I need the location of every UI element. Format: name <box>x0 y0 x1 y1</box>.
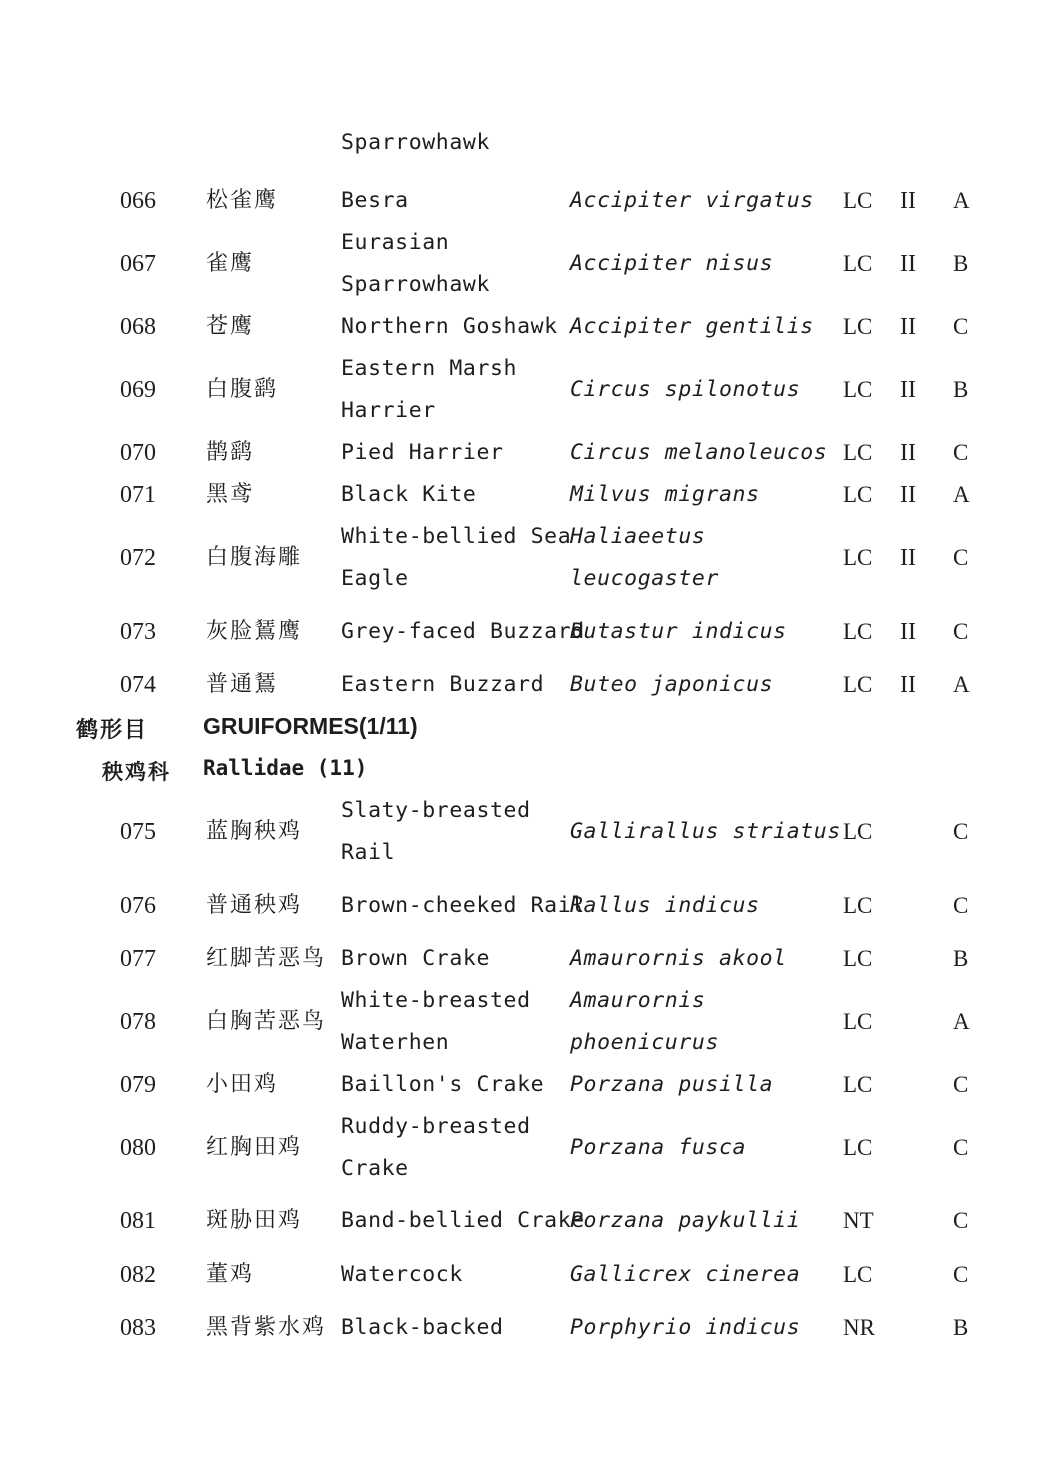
abundance-grade: B <box>953 251 969 276</box>
abundance-grade: C <box>953 819 969 844</box>
english-name <box>341 516 571 600</box>
scientific-name <box>570 664 773 706</box>
species-number: 070 <box>120 440 156 466</box>
english-name-line: Eagle <box>341 566 409 591</box>
abundance-grade: C <box>953 545 969 570</box>
species-number: 068 <box>120 314 156 340</box>
chinese-name: 雀鹰 <box>206 251 255 276</box>
scientific-name <box>570 243 773 285</box>
abundance-grade: A <box>953 482 970 507</box>
scientific-name-line: leucogaster <box>570 566 719 591</box>
iucn-status: NR <box>843 1315 875 1340</box>
english-name <box>341 1200 585 1242</box>
protection-level: II <box>900 377 916 403</box>
english-name <box>341 432 504 474</box>
english-name <box>341 1307 504 1349</box>
family-chinese-name: 秧鸡科 <box>102 760 171 784</box>
chinese-name: 斑胁田鸡 <box>206 1208 303 1233</box>
scientific-name-line: Circus melanoleucos <box>570 440 828 465</box>
english-name-line: Waterhen <box>341 1030 450 1055</box>
iucn-status: LC <box>843 377 873 402</box>
chinese-name: 红胸田鸡 <box>206 1135 303 1160</box>
english-name-line: Northern Goshawk <box>341 314 558 339</box>
scientific-name <box>570 1064 773 1106</box>
english-name-line: Watercock <box>341 1262 463 1287</box>
species-number: 076 <box>120 893 156 919</box>
scientific-name <box>570 474 760 516</box>
english-name-line: Eurasian <box>341 230 450 255</box>
species-number: 075 <box>120 819 156 845</box>
chinese-name: 灰脸鵟鹰 <box>206 619 303 644</box>
iucn-status: LC <box>843 482 873 507</box>
english-name-line: Besra <box>341 188 409 213</box>
abundance-grade: B <box>953 946 969 971</box>
protection-level: II <box>900 482 916 508</box>
iucn-status: LC <box>843 251 873 276</box>
chinese-name: 红脚苦恶鸟 <box>206 946 327 971</box>
abundance-grade: C <box>953 440 969 465</box>
english-name <box>341 1064 544 1106</box>
iucn-status: LC <box>843 1262 873 1287</box>
iucn-status: LC <box>843 619 873 644</box>
english-name <box>341 306 558 348</box>
scientific-name <box>570 369 800 411</box>
english-name-line: Eastern Marsh <box>341 356 518 381</box>
english-name-line: Harrier <box>341 398 436 423</box>
english-name-line: Ruddy-breasted <box>341 1114 531 1139</box>
abundance-grade: B <box>953 377 969 402</box>
scientific-name-line: Milvus migrans <box>570 482 760 507</box>
abundance-grade: A <box>953 1009 970 1034</box>
chinese-name: 松雀鹰 <box>206 188 279 213</box>
english-name-line: White-breasted <box>341 988 531 1013</box>
chinese-name: 蓝胸秧鸡 <box>206 819 303 844</box>
scientific-name <box>570 938 787 980</box>
english-name-line: Black-backed <box>341 1315 504 1340</box>
scientific-name-line: Gallirallus striatus <box>570 819 841 844</box>
order-latin-name: GRUIFORMES(1/11) <box>203 713 418 739</box>
scientific-name-line: Porphyrio indicus <box>570 1315 801 1340</box>
english-name <box>341 885 585 927</box>
iucn-status: LC <box>843 946 873 971</box>
chinese-name: 黑鸢 <box>206 482 255 507</box>
iucn-status: LC <box>843 545 873 570</box>
english-name-line: Rail <box>341 840 396 865</box>
chinese-name: 黑背紫水鸡 <box>206 1315 327 1340</box>
english-name-line: Brown Crake <box>341 946 490 971</box>
scientific-name <box>570 980 719 1064</box>
english-name <box>341 664 544 706</box>
scientific-name-line: Amaurornis akool <box>570 946 787 971</box>
english-name-line: Baillon's Crake <box>341 1072 545 1097</box>
chinese-name: 鹊鹞 <box>206 440 255 465</box>
iucn-status: LC <box>843 672 873 697</box>
english-name-line: Slaty-breasted <box>341 798 531 823</box>
scientific-name-line: Accipiter gentilis <box>570 314 814 339</box>
abundance-grade: A <box>953 672 970 697</box>
species-number: 083 <box>120 1315 156 1341</box>
english-name-line: White-bellied Sea <box>341 524 572 549</box>
protection-level: II <box>900 672 916 698</box>
english-name-line: Band-bellied Crake <box>341 1208 585 1233</box>
scientific-name-line: Porzana pusilla <box>570 1072 774 1097</box>
chinese-name: 苍鹰 <box>206 314 255 339</box>
abundance-grade: C <box>953 1262 969 1287</box>
species-number: 071 <box>120 482 156 508</box>
english-name <box>341 348 517 432</box>
scientific-name <box>570 432 827 474</box>
scientific-name <box>570 611 787 653</box>
english-name <box>341 1106 531 1190</box>
english-name-line: Pied Harrier <box>341 440 504 465</box>
iucn-status: LC <box>843 314 873 339</box>
scientific-name-line: Accipiter virgatus <box>570 188 814 213</box>
scientific-name-line: Porzana fusca <box>570 1135 747 1160</box>
species-number: 072 <box>120 545 156 571</box>
english-name-line: Crake <box>341 1156 409 1181</box>
english-name <box>341 611 585 653</box>
english-name-line: Grey-faced Buzzard <box>341 619 585 644</box>
species-number: 069 <box>120 377 156 403</box>
protection-level: II <box>900 619 916 645</box>
chinese-name: 小田鸡 <box>206 1072 279 1097</box>
english-name-line: Sparrowhawk <box>341 272 490 297</box>
scientific-name <box>570 516 719 600</box>
iucn-status: LC <box>843 188 873 213</box>
english-name <box>341 790 531 874</box>
iucn-status: LC <box>843 1009 873 1034</box>
iucn-status: LC <box>843 1072 873 1097</box>
english-name-line: Eastern Buzzard <box>341 672 545 697</box>
scientific-name-line: Buteo japonicus <box>570 672 774 697</box>
species-number: 082 <box>120 1262 156 1288</box>
family-latin-name: Rallidae (11) <box>203 756 368 780</box>
abundance-grade: C <box>953 1135 969 1160</box>
species-number: 078 <box>120 1009 156 1035</box>
scientific-name-line: Rallus indicus <box>570 893 760 918</box>
species-number: 073 <box>120 619 156 645</box>
chinese-name: 董鸡 <box>206 1262 255 1287</box>
scientific-name <box>570 1127 746 1169</box>
english-name <box>341 980 531 1064</box>
iucn-status: LC <box>843 893 873 918</box>
iucn-status: LC <box>843 440 873 465</box>
chinese-name: 普通鵟 <box>206 672 279 697</box>
species-number: 080 <box>120 1135 156 1161</box>
species-number: 079 <box>120 1072 156 1098</box>
chinese-name: 白腹鹞 <box>206 377 279 402</box>
continued-english-name: Sparrowhawk <box>341 130 490 155</box>
scientific-name-line: Gallicrex cinerea <box>570 1262 801 1287</box>
abundance-grade: C <box>953 1072 969 1097</box>
abundance-grade: C <box>953 619 969 644</box>
protection-level: II <box>900 440 916 466</box>
scientific-name <box>570 1254 800 1296</box>
english-name-line: Black Kite <box>341 482 477 507</box>
species-number: 066 <box>120 188 156 214</box>
protection-level: II <box>900 188 916 214</box>
scientific-name <box>570 1307 800 1349</box>
scientific-name-line: Amaurornis <box>570 988 706 1013</box>
species-number: 081 <box>120 1208 156 1234</box>
species-number: 074 <box>120 672 156 698</box>
iucn-status: NT <box>843 1208 874 1233</box>
english-name <box>341 180 409 222</box>
abundance-grade: A <box>953 188 970 213</box>
scientific-name-line: Accipiter nisus <box>570 251 774 276</box>
iucn-status: LC <box>843 819 873 844</box>
scientific-name <box>570 180 814 222</box>
abundance-grade: C <box>953 314 969 339</box>
scientific-name-line: Butastur indicus <box>570 619 787 644</box>
english-name <box>341 938 490 980</box>
scientific-name-line: phoenicurus <box>570 1030 719 1055</box>
order-chinese-name: 鹤形目 <box>76 718 149 743</box>
scientific-name-line: Porzana paykullii <box>570 1208 801 1233</box>
abundance-grade: C <box>953 893 969 918</box>
scientific-name-line: Haliaeetus <box>570 524 706 549</box>
scientific-name <box>570 885 760 927</box>
english-name <box>341 222 490 306</box>
scientific-name-line: Circus spilonotus <box>570 377 801 402</box>
scientific-name <box>570 811 841 853</box>
chinese-name: 白胸苦恶鸟 <box>206 1009 327 1034</box>
chinese-name: 白腹海雕 <box>206 545 303 570</box>
english-name-line: Brown-cheeked Rail <box>341 893 585 918</box>
english-name <box>341 1254 463 1296</box>
protection-level: II <box>900 251 916 277</box>
protection-level: II <box>900 545 916 571</box>
abundance-grade: B <box>953 1315 969 1340</box>
species-number: 067 <box>120 251 156 277</box>
chinese-name: 普通秧鸡 <box>206 893 303 918</box>
scientific-name <box>570 1200 800 1242</box>
english-name <box>341 474 476 516</box>
species-number: 077 <box>120 946 156 972</box>
scientific-name <box>570 306 814 348</box>
protection-level: II <box>900 314 916 340</box>
abundance-grade: C <box>953 1208 969 1233</box>
iucn-status: LC <box>843 1135 873 1160</box>
